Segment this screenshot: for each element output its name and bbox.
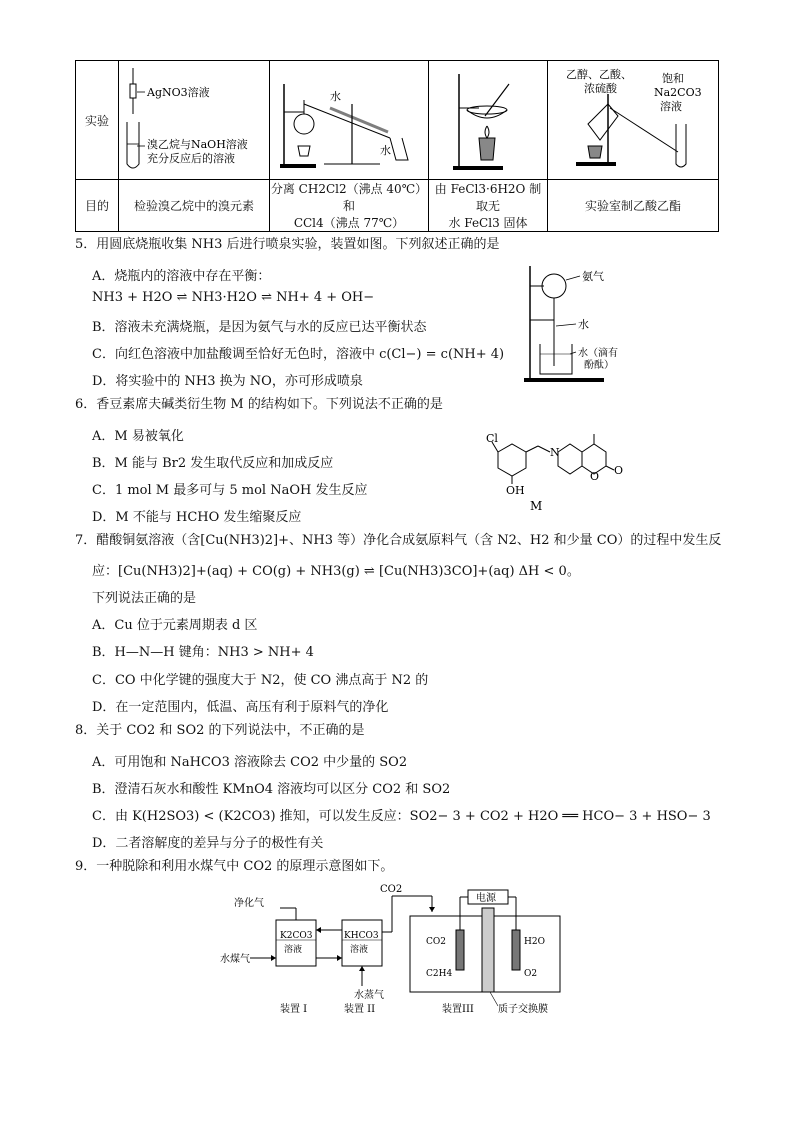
box2-label-2: 溶液 [350, 945, 369, 955]
water-label: 水 [578, 318, 589, 331]
apparatus-distillation [270, 61, 429, 180]
reagents-label-1: 乙醇、乙酸、 [566, 68, 632, 81]
q6-option-a: A．M 易被氧化 [92, 429, 184, 444]
experiment-table [75, 60, 719, 232]
chloro-label: Cl [486, 432, 498, 445]
water-gas-label: 水煤气 [220, 954, 250, 965]
power-source-label: 电源 [476, 893, 496, 904]
q8-option-d: D．二者溶解度的差异与分子的极性有关 [92, 836, 324, 851]
device-3-label: 装置III [442, 1004, 474, 1015]
apparatus-evaporation [429, 61, 548, 180]
q7-option-a: A．Cu 位于元素周期表 d 区 [92, 618, 258, 633]
ring-oxygen-label: O [590, 470, 600, 483]
q7-prompt: 下列说法正确的是 [92, 591, 197, 606]
dropper-test-tube-icon [119, 64, 269, 176]
sat-label-1: 饱和 [662, 72, 684, 85]
steam-label: 水蒸气 [354, 990, 384, 1001]
q7-option-d: D．在一定范围内，低温、高压有利于原料气的净化 [92, 700, 389, 715]
sat-label-3: 溶液 [660, 100, 682, 113]
q6-option-d: D．M 不能与 HCHO 发生缩聚反应 [92, 510, 302, 525]
table-row-experiment [76, 61, 719, 180]
reagents-label-2: 浓硫酸 [584, 82, 617, 95]
sat-label-2: Na2CO3 [654, 86, 702, 99]
q8-stem: 8．关于 CO2 和 SO2 的下列说法中，不正确的是 [75, 723, 365, 738]
purpose-4: 实验室制乙酸乙酯 [548, 180, 719, 232]
q8-option-b: B．澄清石灰水和酸性 KMnO4 溶液均可以区分 CO2 和 SO2 [92, 782, 451, 797]
apparatus-bromoethane-test [119, 61, 270, 180]
solution-label-1: 溴乙烷与NaOH溶液 [147, 138, 248, 151]
agno3-label: AgNO3溶液 [147, 86, 210, 99]
q6-stem: 6．香豆素席夫碱类衍生物 M 的结构如下。下列说法不正确的是 [75, 397, 443, 412]
water-out-label: 水 [380, 144, 391, 157]
q7-option-c: C．CO 中化学键的强度大于 N2，使 CO 沸点高于 N2 的 [92, 673, 429, 688]
water-in-label: 水 [330, 90, 341, 103]
co2-removal-diagram [220, 880, 580, 1016]
q5-option-b: B．溶液未充满烧瓶，是因为氨气与水的反应已达平衡状态 [92, 320, 427, 335]
hydroxyl-label: OH [506, 484, 525, 497]
purpose-2-line-1: 分离 CH2Cl2（沸点 40℃）和 [270, 182, 428, 213]
purpose-3-line-2: 水 FeCl3 固体 [448, 216, 528, 230]
ammonia-label: 氨气 [582, 270, 604, 283]
fountain-apparatus-figure [520, 262, 640, 386]
water-phenol-label-2: 酚酞） [584, 360, 614, 371]
q5-option-a: A．烧瓶内的溶液中存在平衡： [92, 269, 271, 284]
nitrogen-label: N [550, 446, 560, 459]
q5-stem: 5．用圆底烧瓶收集 NH3 后进行喷泉实验，装置如图。下列叙述正确的是 [75, 237, 500, 252]
box1-label-2: 溶液 [284, 945, 303, 955]
purpose-3 [429, 180, 548, 232]
cell-c2h4-label: C2H4 [426, 969, 453, 979]
cell-h2o-label: H2O [524, 937, 545, 947]
cell-co2-label: CO2 [426, 937, 446, 947]
purpose-3-line-1: 由 FeCl3·6H2O 制取无 [434, 182, 542, 213]
device-1-label: 装置 I [280, 1004, 308, 1015]
row-label-experiment: 实验 [76, 61, 119, 180]
q6-option-c: C．1 mol M 最多可与 5 mol NaOH 发生反应 [92, 483, 368, 498]
cell-o2-label: O2 [524, 969, 538, 979]
purpose-2 [270, 180, 429, 232]
molecule-m-figure [478, 430, 628, 512]
device-2-label: 装置 II [344, 1004, 376, 1015]
q5-equation: NH3 + H2O ⇌ NH3·H2O ⇌ NH+ 4 + OH− [92, 290, 375, 305]
q7-option-b: B．H—N—H 键角：NH3 > NH+ 4 [92, 645, 314, 660]
q6-option-b: B．M 能与 Br2 发生取代反应和加成反应 [92, 456, 334, 471]
purpose-1: 检验溴乙烷中的溴元素 [119, 180, 270, 232]
q9-stem: 9．一种脱除和利用水煤气中 CO2 的原理示意图如下。 [75, 859, 394, 874]
q8-option-c: C．由 K(H2SO3) < (K2CO3) 推知，可以发生反应：SO2− 3 + CO2 + H2O ══ HCO− 3 + HSO− 3 [92, 809, 711, 824]
ester-apparatus-icon [548, 64, 718, 176]
purpose-2-line-2: CCl4（沸点 77℃） [293, 216, 405, 230]
q7-stem: 7．醋酸铜氨溶液（含[Cu(NH3)2]+、NH3 等）净化合成氨原料气（含 N2、H2 和少量 CO）的过程中发生反 [75, 533, 722, 548]
purified-gas-label: 净化气 [234, 898, 264, 909]
distillation-icon [270, 64, 428, 176]
carbonyl-oxygen-label: O [614, 464, 624, 477]
box2-label-1: KHCO3 [344, 931, 379, 941]
membrane-label: 质子交换膜 [498, 1004, 548, 1015]
box1-label-1: K2CO3 [280, 931, 313, 941]
q7-reaction: 应：[Cu(NH3)2]+(aq) + CO(g) + NH3(g) ⇌ [Cu(NH3)3CO]+(aq) ΔH < 0。 [92, 564, 580, 579]
q5-option-c: C．向红色溶液中加盐酸调至恰好无色时，溶液中 c(Cl−) = c(NH+ 4) [92, 347, 505, 362]
table-row-purpose [76, 180, 719, 232]
q8-option-a: A．可用饱和 NaHCO3 溶液除去 CO2 中少量的 SO2 [92, 755, 408, 770]
apparatus-ester-prep [548, 61, 719, 180]
molecule-name-label: M [530, 499, 543, 512]
evaporating-dish-icon [429, 64, 547, 176]
q5-option-d: D．将实验中的 NH3 换为 NO，亦可形成喷泉 [92, 374, 363, 389]
solution-label-2: 充分反应后的溶液 [147, 152, 235, 165]
water-phenol-label-1: 水（滴有 [578, 348, 618, 359]
co2-flow-label: CO2 [380, 884, 403, 895]
row-label-purpose: 目的 [76, 180, 119, 232]
